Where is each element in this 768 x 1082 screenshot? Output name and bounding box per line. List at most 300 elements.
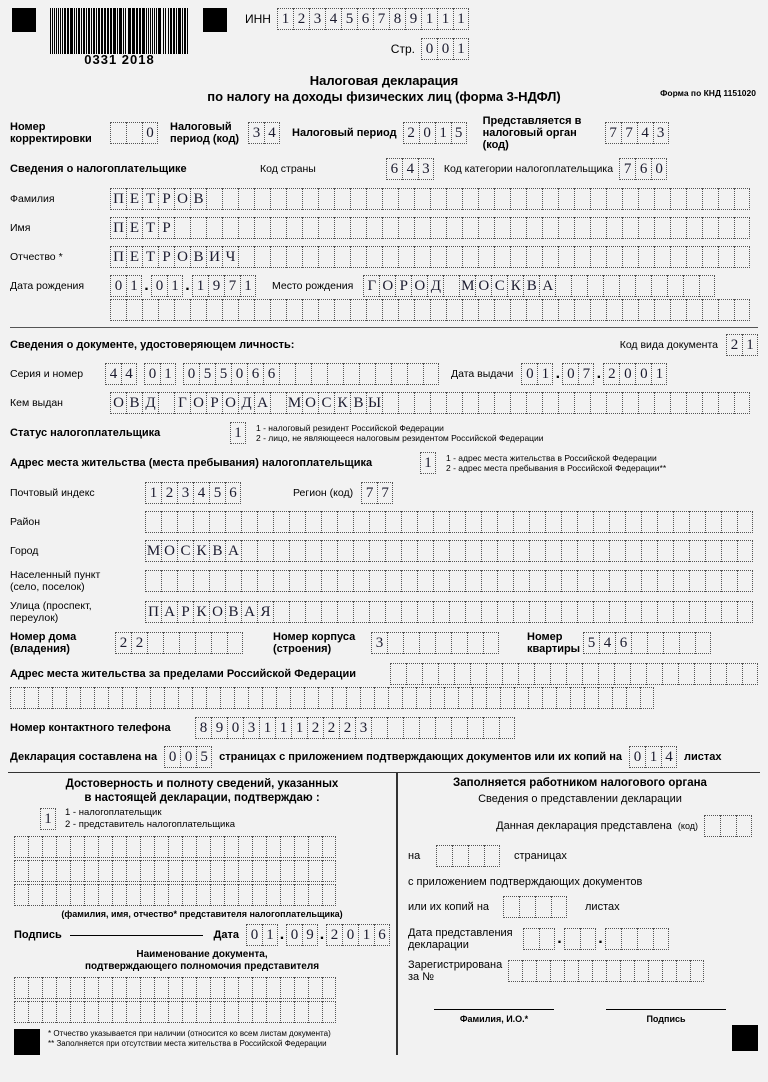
cell[interactable] xyxy=(168,977,182,999)
cell[interactable] xyxy=(510,217,526,239)
cell[interactable]: 5 xyxy=(583,632,599,654)
page-number-input[interactable] xyxy=(421,38,469,60)
cell[interactable] xyxy=(584,687,598,709)
tax-period-code-input[interactable] xyxy=(248,122,280,144)
cell[interactable] xyxy=(497,570,513,592)
cell[interactable] xyxy=(225,570,241,592)
sheets-count-input[interactable] xyxy=(629,746,677,768)
cell[interactable] xyxy=(699,275,715,297)
cell[interactable]: 3 xyxy=(243,717,259,739)
cell[interactable]: 0 xyxy=(227,717,243,739)
cell[interactable] xyxy=(210,860,224,882)
flat-input[interactable] xyxy=(583,632,711,654)
cell[interactable]: О xyxy=(302,392,318,414)
cell[interactable] xyxy=(414,392,430,414)
cell[interactable] xyxy=(737,540,753,562)
cell[interactable] xyxy=(654,188,670,210)
cell[interactable] xyxy=(651,275,667,297)
cell[interactable] xyxy=(702,217,718,239)
cell[interactable] xyxy=(270,188,286,210)
cell[interactable] xyxy=(210,977,224,999)
cell[interactable] xyxy=(497,511,513,533)
cell[interactable] xyxy=(210,884,224,906)
cell[interactable] xyxy=(252,1001,266,1023)
cell[interactable] xyxy=(526,299,542,321)
cell[interactable]: 7 xyxy=(377,482,393,504)
cell[interactable]: 1 xyxy=(537,363,553,385)
cell[interactable]: 1 xyxy=(453,8,469,30)
office-date-day-input[interactable] xyxy=(523,928,555,950)
cell[interactable] xyxy=(545,570,561,592)
cell[interactable]: С xyxy=(491,275,507,297)
cell[interactable] xyxy=(182,860,196,882)
cell[interactable] xyxy=(494,392,510,414)
cell[interactable] xyxy=(446,217,462,239)
auth-doc-line-2[interactable] xyxy=(14,1001,390,1023)
cell[interactable] xyxy=(266,836,280,858)
cell[interactable] xyxy=(555,275,571,297)
block-input[interactable] xyxy=(371,632,499,654)
cell[interactable] xyxy=(366,246,382,268)
locality-input[interactable] xyxy=(145,570,753,592)
cell[interactable] xyxy=(164,687,178,709)
cell[interactable] xyxy=(375,363,391,385)
cell[interactable] xyxy=(322,860,336,882)
cell[interactable] xyxy=(14,977,28,999)
office-registered-input[interactable] xyxy=(508,960,704,982)
cell[interactable] xyxy=(458,687,472,709)
cell[interactable] xyxy=(529,511,545,533)
cell[interactable] xyxy=(593,570,609,592)
cell[interactable] xyxy=(481,601,497,623)
cell[interactable] xyxy=(387,717,403,739)
cell[interactable] xyxy=(638,299,654,321)
cell[interactable]: 7 xyxy=(373,8,389,30)
foreign-address-input[interactable] xyxy=(390,663,758,685)
cell[interactable] xyxy=(206,299,222,321)
cell[interactable] xyxy=(270,217,286,239)
cell[interactable]: Д xyxy=(427,275,443,297)
cell[interactable]: 5 xyxy=(451,122,467,144)
cell[interactable] xyxy=(286,299,302,321)
cell[interactable]: Е xyxy=(126,217,142,239)
cell[interactable] xyxy=(609,570,625,592)
cell[interactable] xyxy=(635,275,651,297)
cell[interactable] xyxy=(238,884,252,906)
cell[interactable] xyxy=(108,687,122,709)
cell[interactable] xyxy=(637,928,653,950)
cell[interactable] xyxy=(126,836,140,858)
cell[interactable]: 5 xyxy=(209,482,225,504)
cell[interactable]: Р xyxy=(177,601,193,623)
cell[interactable] xyxy=(558,392,574,414)
cell[interactable]: 1 xyxy=(291,717,307,739)
cell[interactable] xyxy=(587,275,603,297)
cell[interactable] xyxy=(94,687,108,709)
cell[interactable]: Д xyxy=(238,392,254,414)
birth-day-input[interactable] xyxy=(110,275,142,297)
cell[interactable]: 6 xyxy=(615,632,631,654)
cell[interactable] xyxy=(478,299,494,321)
cell[interactable]: 1 xyxy=(358,924,374,946)
cell[interactable] xyxy=(305,601,321,623)
cell[interactable] xyxy=(273,511,289,533)
office-name-line[interactable] xyxy=(434,1009,554,1010)
cell[interactable] xyxy=(286,188,302,210)
cell[interactable] xyxy=(220,687,234,709)
cell[interactable] xyxy=(702,246,718,268)
cell[interactable] xyxy=(535,896,551,918)
cell[interactable] xyxy=(206,217,222,239)
cell[interactable] xyxy=(478,246,494,268)
cell[interactable] xyxy=(470,663,486,685)
cell[interactable]: 3 xyxy=(248,122,264,144)
cell[interactable] xyxy=(98,884,112,906)
cell[interactable]: 7 xyxy=(621,122,637,144)
cell[interactable]: 7 xyxy=(361,482,377,504)
cell[interactable] xyxy=(494,299,510,321)
cell[interactable]: Е xyxy=(126,246,142,268)
cell[interactable] xyxy=(686,299,702,321)
cell[interactable]: М xyxy=(459,275,475,297)
cell[interactable] xyxy=(42,836,56,858)
cell[interactable] xyxy=(150,687,164,709)
cell[interactable] xyxy=(318,217,334,239)
cell[interactable] xyxy=(468,845,484,867)
cell[interactable] xyxy=(209,511,225,533)
cell[interactable] xyxy=(238,299,254,321)
cell[interactable]: 0 xyxy=(286,924,302,946)
cell[interactable] xyxy=(257,570,273,592)
cell[interactable] xyxy=(211,632,227,654)
cell[interactable] xyxy=(416,687,430,709)
cell[interactable] xyxy=(140,860,154,882)
cell[interactable] xyxy=(112,860,126,882)
cell[interactable]: 7 xyxy=(605,122,621,144)
cell[interactable] xyxy=(638,392,654,414)
cell[interactable] xyxy=(254,246,270,268)
category-code-input[interactable] xyxy=(619,158,667,180)
foreign-address-input-line2[interactable] xyxy=(10,687,654,709)
cell[interactable] xyxy=(38,687,52,709)
cell[interactable] xyxy=(737,601,753,623)
cell[interactable] xyxy=(168,884,182,906)
cell[interactable] xyxy=(486,687,500,709)
cell[interactable] xyxy=(566,663,582,685)
cell[interactable] xyxy=(561,601,577,623)
cell[interactable] xyxy=(154,977,168,999)
cell[interactable] xyxy=(382,246,398,268)
cell[interactable] xyxy=(110,122,126,144)
cell[interactable] xyxy=(371,717,387,739)
cell[interactable] xyxy=(257,511,273,533)
cell[interactable] xyxy=(529,540,545,562)
cell[interactable] xyxy=(294,836,308,858)
cell[interactable] xyxy=(502,663,518,685)
cell[interactable]: Р xyxy=(158,246,174,268)
cell[interactable]: Д xyxy=(142,392,158,414)
cell[interactable] xyxy=(302,246,318,268)
cell[interactable] xyxy=(305,540,321,562)
cell[interactable]: О xyxy=(110,392,126,414)
cell[interactable] xyxy=(42,977,56,999)
cell[interactable] xyxy=(360,687,374,709)
cell[interactable] xyxy=(467,632,483,654)
cell[interactable]: 1 xyxy=(126,275,142,297)
cell[interactable] xyxy=(308,1001,322,1023)
cell[interactable] xyxy=(518,663,534,685)
cell[interactable] xyxy=(401,540,417,562)
cell[interactable] xyxy=(721,570,737,592)
cell[interactable] xyxy=(686,188,702,210)
cell[interactable] xyxy=(28,977,42,999)
cell[interactable] xyxy=(542,188,558,210)
cell[interactable] xyxy=(529,570,545,592)
cell[interactable] xyxy=(14,1001,28,1023)
cell[interactable] xyxy=(390,663,406,685)
cell[interactable]: К xyxy=(507,275,523,297)
name-input[interactable] xyxy=(110,217,750,239)
cell[interactable] xyxy=(433,511,449,533)
cell[interactable]: 5 xyxy=(341,8,357,30)
cell[interactable] xyxy=(140,1001,154,1023)
cell[interactable] xyxy=(606,299,622,321)
cell[interactable]: Р xyxy=(158,217,174,239)
cell[interactable] xyxy=(564,960,578,982)
patronymic-input[interactable] xyxy=(110,246,750,268)
cell[interactable] xyxy=(280,884,294,906)
cell[interactable]: О xyxy=(209,601,225,623)
cell[interactable]: 1 xyxy=(40,808,56,830)
cell[interactable] xyxy=(14,860,28,882)
cell[interactable] xyxy=(612,687,626,709)
cell[interactable] xyxy=(523,928,539,950)
cell[interactable]: 3 xyxy=(177,482,193,504)
cell[interactable] xyxy=(647,632,663,654)
cell[interactable] xyxy=(654,299,670,321)
cell[interactable]: 8 xyxy=(389,8,405,30)
cell[interactable] xyxy=(84,836,98,858)
cell[interactable] xyxy=(619,275,635,297)
cell[interactable] xyxy=(407,363,423,385)
cell[interactable]: 1 xyxy=(262,924,278,946)
cell[interactable]: 4 xyxy=(325,8,341,30)
cell[interactable] xyxy=(510,188,526,210)
cell[interactable] xyxy=(718,392,734,414)
cell[interactable]: 6 xyxy=(374,924,390,946)
cell[interactable] xyxy=(311,363,327,385)
cell[interactable] xyxy=(126,977,140,999)
cell[interactable]: 1 xyxy=(167,275,183,297)
cell[interactable] xyxy=(478,188,494,210)
cell[interactable] xyxy=(252,884,266,906)
cell[interactable]: 4 xyxy=(637,122,653,144)
cell[interactable] xyxy=(641,601,657,623)
cell[interactable] xyxy=(174,299,190,321)
cell[interactable] xyxy=(462,188,478,210)
cell[interactable] xyxy=(481,570,497,592)
cell[interactable]: 7 xyxy=(224,275,240,297)
cell[interactable] xyxy=(174,217,190,239)
confirm-date-day-input[interactable] xyxy=(246,924,278,946)
cell[interactable] xyxy=(686,392,702,414)
cell[interactable] xyxy=(224,977,238,999)
cell[interactable] xyxy=(580,928,596,950)
cell[interactable] xyxy=(374,687,388,709)
cell[interactable] xyxy=(222,188,238,210)
cell[interactable] xyxy=(465,511,481,533)
cell[interactable]: 3 xyxy=(355,717,371,739)
cell[interactable] xyxy=(718,299,734,321)
cell[interactable] xyxy=(350,188,366,210)
cell[interactable] xyxy=(224,1001,238,1023)
cell[interactable]: 4 xyxy=(264,122,280,144)
cell[interactable] xyxy=(28,836,42,858)
cell[interactable] xyxy=(593,511,609,533)
cell[interactable] xyxy=(673,601,689,623)
cell[interactable] xyxy=(494,188,510,210)
cell[interactable]: Р xyxy=(206,392,222,414)
cell[interactable] xyxy=(322,836,336,858)
cell[interactable]: 1 xyxy=(651,363,667,385)
cell[interactable] xyxy=(369,570,385,592)
cell[interactable] xyxy=(179,632,195,654)
cell[interactable]: В xyxy=(350,392,366,414)
cell[interactable]: 7 xyxy=(578,363,594,385)
cell[interactable] xyxy=(70,1001,84,1023)
cell[interactable]: В xyxy=(209,540,225,562)
cell[interactable] xyxy=(433,540,449,562)
cell[interactable]: 4 xyxy=(105,363,121,385)
cell[interactable] xyxy=(398,188,414,210)
cell[interactable] xyxy=(98,1001,112,1023)
cell[interactable] xyxy=(497,601,513,623)
cell[interactable] xyxy=(662,663,678,685)
cell[interactable] xyxy=(28,860,42,882)
surname-input[interactable] xyxy=(110,188,750,210)
cell[interactable] xyxy=(444,687,458,709)
cell[interactable] xyxy=(289,570,305,592)
cell[interactable] xyxy=(414,299,430,321)
cell[interactable] xyxy=(318,188,334,210)
cell[interactable] xyxy=(70,860,84,882)
cell[interactable] xyxy=(66,687,80,709)
cell[interactable] xyxy=(56,977,70,999)
cell[interactable] xyxy=(528,687,542,709)
cell[interactable] xyxy=(196,1001,210,1023)
signature-line[interactable] xyxy=(70,935,204,936)
cell[interactable] xyxy=(270,299,286,321)
cell[interactable]: Я xyxy=(257,601,273,623)
cell[interactable] xyxy=(241,540,257,562)
correction-number-input[interactable] xyxy=(110,122,158,144)
cell[interactable] xyxy=(321,570,337,592)
cell[interactable] xyxy=(304,687,318,709)
cell[interactable]: С xyxy=(318,392,334,414)
cell[interactable] xyxy=(513,540,529,562)
cell[interactable]: 5 xyxy=(196,746,212,768)
cell[interactable] xyxy=(402,687,416,709)
cell[interactable]: С xyxy=(177,540,193,562)
office-pages-input[interactable] xyxy=(436,845,500,867)
cell[interactable] xyxy=(206,188,222,210)
cell[interactable]: Т xyxy=(142,188,158,210)
cell[interactable] xyxy=(670,217,686,239)
district-input[interactable] xyxy=(145,511,753,533)
cell[interactable] xyxy=(726,663,742,685)
cell[interactable] xyxy=(224,836,238,858)
cell[interactable] xyxy=(136,687,150,709)
cell[interactable] xyxy=(721,511,737,533)
cell[interactable] xyxy=(302,188,318,210)
cell[interactable] xyxy=(266,977,280,999)
cell[interactable] xyxy=(653,928,669,950)
cell[interactable] xyxy=(294,884,308,906)
cell[interactable] xyxy=(574,246,590,268)
cell[interactable]: 1 xyxy=(437,8,453,30)
cell[interactable] xyxy=(270,246,286,268)
cell[interactable] xyxy=(641,540,657,562)
cell[interactable] xyxy=(308,977,322,999)
cell[interactable]: 0 xyxy=(521,363,537,385)
cell[interactable] xyxy=(483,717,499,739)
cell[interactable] xyxy=(438,663,454,685)
cell[interactable] xyxy=(398,246,414,268)
cell[interactable]: 0 xyxy=(437,38,453,60)
address-kind-input[interactable] xyxy=(420,452,436,474)
cell[interactable] xyxy=(689,601,705,623)
cell[interactable]: 0 xyxy=(562,363,578,385)
cell[interactable] xyxy=(222,299,238,321)
cell[interactable] xyxy=(28,1001,42,1023)
cell[interactable] xyxy=(98,977,112,999)
cell[interactable] xyxy=(614,663,630,685)
cell[interactable] xyxy=(590,299,606,321)
cell[interactable]: О xyxy=(379,275,395,297)
cell[interactable] xyxy=(417,570,433,592)
cell[interactable] xyxy=(42,884,56,906)
office-date-year-input[interactable] xyxy=(605,928,669,950)
cell[interactable] xyxy=(28,884,42,906)
cell[interactable] xyxy=(182,884,196,906)
cell[interactable] xyxy=(667,275,683,297)
cell[interactable] xyxy=(558,217,574,239)
cell[interactable] xyxy=(606,217,622,239)
cell[interactable] xyxy=(161,570,177,592)
cell[interactable] xyxy=(140,836,154,858)
cell[interactable] xyxy=(388,687,402,709)
cell[interactable] xyxy=(510,392,526,414)
cell[interactable] xyxy=(558,188,574,210)
cell[interactable] xyxy=(695,632,711,654)
cell[interactable] xyxy=(590,217,606,239)
cell[interactable] xyxy=(147,632,163,654)
cell[interactable] xyxy=(654,392,670,414)
cell[interactable] xyxy=(702,392,718,414)
cell[interactable] xyxy=(308,860,322,882)
cell[interactable] xyxy=(462,246,478,268)
cell[interactable] xyxy=(609,601,625,623)
cell[interactable] xyxy=(110,299,126,321)
cell[interactable] xyxy=(238,977,252,999)
cell[interactable]: 1 xyxy=(145,482,161,504)
cell[interactable] xyxy=(321,511,337,533)
cell[interactable] xyxy=(84,884,98,906)
cell[interactable]: 0 xyxy=(180,746,196,768)
cell[interactable] xyxy=(206,687,220,709)
cell[interactable] xyxy=(481,511,497,533)
cell[interactable] xyxy=(689,511,705,533)
